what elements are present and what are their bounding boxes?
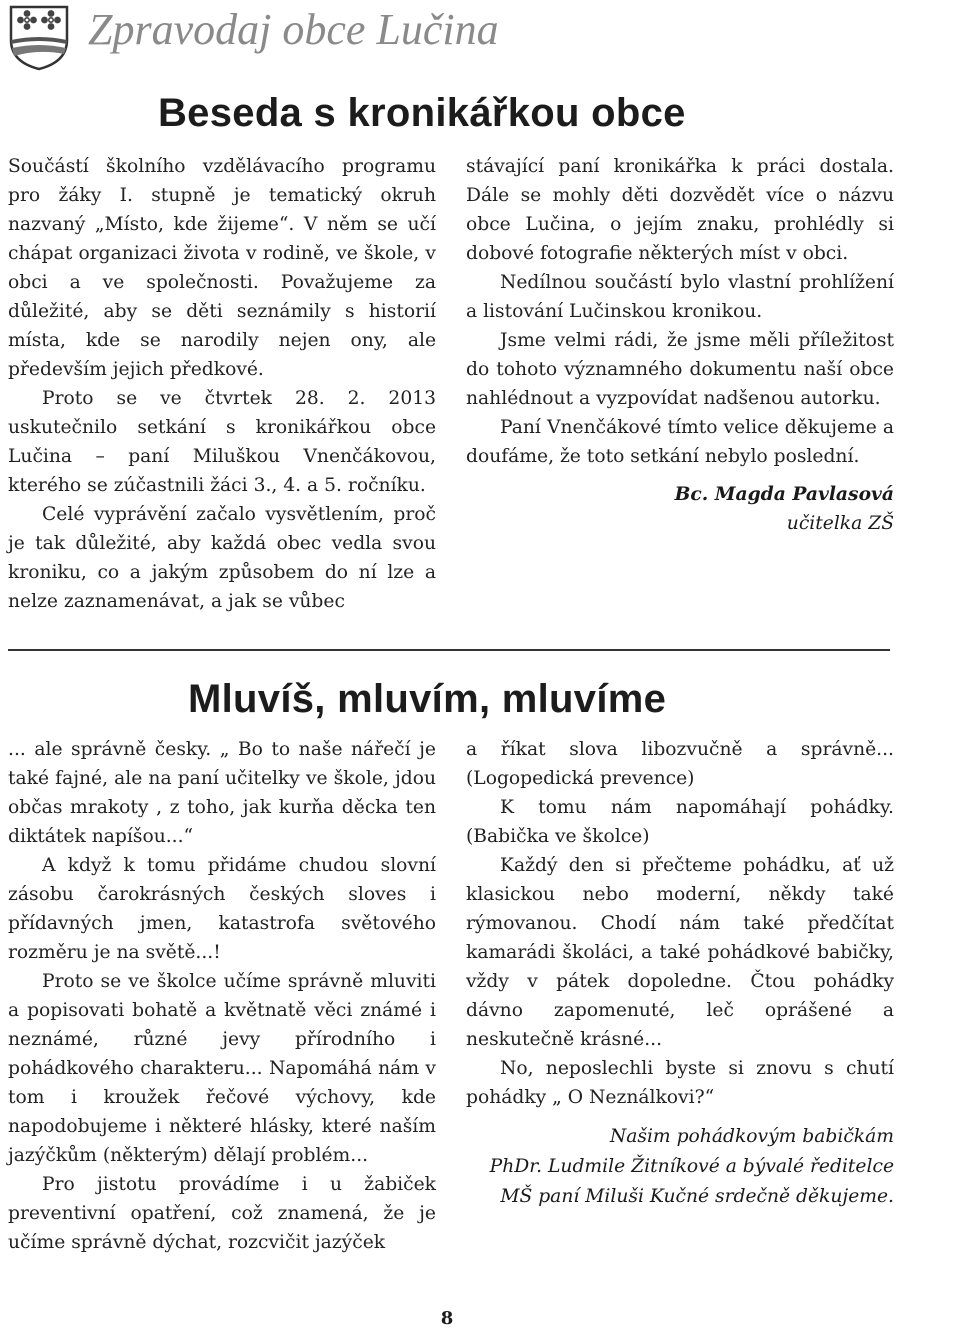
- dedication-line: Našim pohádkovým babičkám: [609, 1126, 894, 1147]
- article2-right-column: [466, 735, 894, 1212]
- paragraph: A když k tomu přidáme chudou slovní zásobu čarokrásných českých sloves i přídavných jmen, katastrofa světového rozměru je na světě...!: [8, 855, 436, 963]
- paragraph: Proto se ve čtvrtek 28. 2. 2013 uskutečnilo setkání s kronikářkou obce Lučina – paní Miluškou Vnenčákovou, kterého se zúčastnili žáci 3., 4. a 5. ročníku.: [8, 388, 436, 496]
- dedication-line: MŠ paní Miluši Kučné srdečně děkujeme.: [500, 1186, 894, 1207]
- article1-right-column: [466, 152, 894, 539]
- paragraph: Každý den si přečteme pohádku, ať už klasickou nebo moderní, někdy také rýmovanou. Chodí nám také předčítat kamarádi školáci, a také pohádkové babičky, vždy v pátek dopoledne. Čtou pohádky dávno zapomenuté, leč oprášené a neskutečně krásné...: [466, 855, 894, 1050]
- masthead-header: [0, 0, 960, 80]
- paragraph: Nedílnou součástí bylo vlastní prohlížení a listování Lučinskou kronikou.: [466, 272, 894, 322]
- article2-left-column: [8, 735, 436, 1257]
- paragraph: Proto se ve školce učíme správně mluviti a popisovati bohatě a květnatě věci známé i neznámé, různé jevy přírodního i pohádkového charakteru... Napomáhá nám v tom i kroužek řečové výchovy, kde napodobujeme i některé hlásky, které naším jazýčkům (některým) dělají problém...: [8, 971, 436, 1166]
- dedication-line: PhDr. Ludmile Žitníkové a bývalé ředitelce: [489, 1156, 894, 1177]
- article1-left-column: [8, 152, 436, 616]
- paragraph: K tomu nám napomáhají pohádky. (Babička ve školce): [466, 797, 894, 847]
- article-title-beseda: Beseda s kronikářkou obce: [158, 91, 686, 135]
- page-number: 8: [440, 1308, 454, 1329]
- section-divider: [8, 649, 890, 651]
- author-signature: [466, 479, 894, 539]
- author-name: Bc. Magda Pavlasová: [674, 483, 894, 505]
- paragraph: Pro jistotu provádíme i u žabiček preventivní opatření, což znamená, že je učíme správně dýchat, rozcvičit jazýček: [8, 1174, 436, 1253]
- paragraph: Součástí školního vzdělávacího programu pro žáky I. stupně je tematický okruh nazvaný „Místo, kde žijeme“. V něm se učí chápat organizaci života v rodině, ve škole, v obci a ve společnosti. Považujeme za důležité, aby se děti seznámily s historií místa, kde se narodily nejen ony, ale především jejich předkové.: [8, 156, 436, 380]
- paragraph: ... ale správně česky. „ Bo to naše nářečí je také fajné, ale na paní učitelky ve škole, jdou občas mrakoty , z toho, jak kurňa děcka ten diktátek napíšou...“: [8, 739, 436, 847]
- paragraph: No, neposlechli byste si znovu s chutí pohádky „ O Neználkovi?“: [466, 1058, 894, 1108]
- dedication: [466, 1122, 894, 1212]
- paragraph: Jsme velmi rádi, že jsme měli příležitost do tohoto významného dokumentu naší obce nahlédnout a vyzpovídat nadšenou autorku.: [466, 330, 894, 409]
- paragraph: stávající paní kronikářka k práci dostala. Dále se mohly děti dozvědět více o názvu obce Lučina, o jejím znaku, prohlédly si dobové fotografie některých míst v obci.: [466, 156, 894, 264]
- newsletter-title: Zpravodaj obce Lučina: [88, 5, 499, 54]
- village-coat-of-arms-icon: [8, 4, 70, 72]
- paragraph: Paní Vnenčákové tímto velice děkujeme a doufáme, že toto setkání nebylo poslední.: [466, 417, 894, 467]
- article-title-mluvis: Mluvíš, mluvím, mluvíme: [188, 677, 667, 721]
- paragraph: Celé vyprávění začalo vysvětlením, proč je tak důležité, aby každá obec vedla svou kroniku, co a jakým způsobem do ní lze a nelze zaznamenávat, a jak se vůbec: [8, 504, 436, 612]
- author-role: učitelka ZŠ: [786, 513, 894, 534]
- paragraph: a říkat slova libozvučně a správně... (Logopedická prevence): [466, 739, 894, 789]
